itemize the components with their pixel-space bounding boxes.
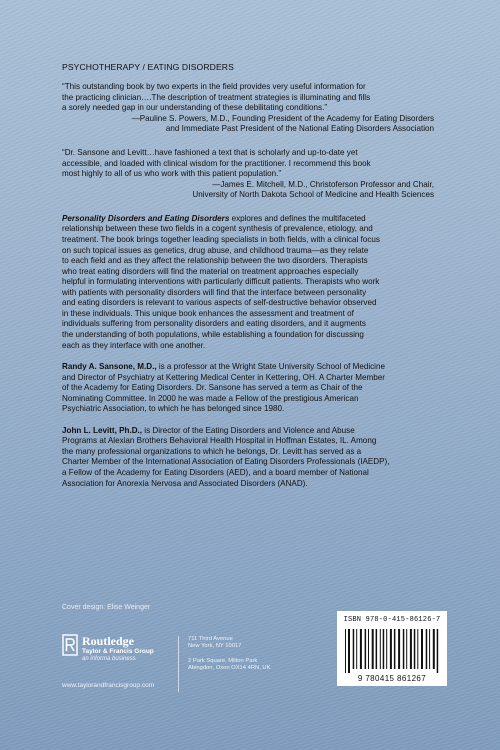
barcode-bar bbox=[426, 629, 428, 669]
description-line: with patients with personality disorders will find that the interface between personality bbox=[62, 287, 367, 297]
quote-attribution: —James E. Mitchell, M.D., Christoferson Professor and Chair, bbox=[212, 179, 434, 189]
address-us bbox=[188, 636, 241, 650]
author-bio-2 bbox=[62, 426, 434, 489]
author-bio-line: of the Academy for Eating Disorders. Dr. Sansone has served a term as Chair of the bbox=[62, 383, 363, 393]
barcode-bar bbox=[406, 629, 407, 669]
quote-line: the practicing clinician….The description of treatment strategies is illuminating and fills bbox=[62, 92, 371, 102]
book-description bbox=[62, 214, 434, 351]
address-line: 2 Park Square, Milton Park bbox=[188, 658, 258, 664]
author-bio-line: is a professor at the Wright State University School of Medicine bbox=[156, 362, 385, 372]
quote-line: “Dr. Sansone and Levitt…have fashioned a text that is scholarly and up-to-date yet bbox=[62, 147, 358, 157]
description-line: each as they interface with one another. bbox=[62, 340, 206, 350]
publisher-group: Taylor & Francis Group bbox=[82, 648, 154, 655]
author-bio-line: a Fellow of the Academy for Eating Disorders (AED), and a board member of National bbox=[62, 467, 369, 477]
description-line: and eating disorders is relevant to various aspects of self-destructive behavior observed bbox=[62, 298, 377, 308]
barcode-bar bbox=[386, 629, 387, 669]
description-line: relationship between these two fields in a cogent synthesis of prevalence, etiology, and bbox=[62, 224, 373, 234]
quote-attribution: University of North Dakota School of Medicine and Health Sciences bbox=[192, 190, 434, 200]
author-bio-line: the many professional organizations to which he belongs, Dr. Levitt has served as a bbox=[62, 446, 362, 456]
author-bio-line: and Director of Psychiatry at Kettering Medical Center in Kettering, OH. A Charter Member bbox=[62, 372, 385, 382]
barcode-bar bbox=[380, 629, 381, 669]
cover-design-credit: Cover design: Elise Weinger bbox=[62, 604, 151, 611]
barcode-bar bbox=[437, 629, 439, 673]
quote-line: most highly to all of us who work with this patient population.” bbox=[62, 169, 282, 179]
quote-line: a sorely needed gap in our understanding of these debilitating conditions.” bbox=[62, 103, 328, 113]
routledge-r-logo-icon bbox=[62, 634, 78, 656]
author-bio-line: Association for Anorexia Nervosa and Associated Disorders (ANAD). bbox=[62, 478, 308, 488]
book-title: Personality Disorders and Eating Disorders bbox=[62, 213, 230, 223]
barcode-bar bbox=[398, 629, 400, 669]
author-bio-line: Charter Member of the International Association of Eating Disorders Professionals (IAEDP), bbox=[62, 457, 390, 467]
barcode-bar bbox=[417, 629, 418, 669]
barcode-bar bbox=[360, 629, 362, 669]
description-line: helpful in formulating interventions with particularly difficult patients. Therapists who work bbox=[62, 277, 380, 287]
barcode-bar bbox=[429, 629, 430, 669]
barcode-bar bbox=[348, 629, 350, 673]
barcode-bar bbox=[372, 629, 374, 669]
barcode-bar bbox=[365, 629, 367, 669]
description-line: who treat eating disorders will find the material on treatment approaches especially bbox=[62, 266, 359, 276]
description-line: on such topical issues as genetics, drug abuse, and childhood trauma—as they relate bbox=[62, 245, 369, 255]
author-bio-line: Programs at Alexian Brothers Behavioral Health Hospital in Hoffman Estates, IL. Among bbox=[62, 436, 377, 446]
quote-line: “This outstanding book by two experts in the field provides very useful information for bbox=[62, 82, 366, 91]
quote-attribution: —Pauline S. Powers, M.D., Founding President of the Academy for Eating Disorders bbox=[131, 113, 434, 123]
barcode-bar bbox=[383, 629, 385, 669]
author-bio-line: is Director of the Eating Disorders and Violence and Abuse bbox=[142, 425, 355, 435]
author-name: Randy A. Sansone, M.D., bbox=[62, 362, 157, 372]
barcode-bar bbox=[356, 629, 357, 669]
barcode-bar bbox=[403, 629, 405, 669]
barcode-bar bbox=[390, 629, 392, 669]
description-line: in these individuals. This unique book enhances the assessment and treatment of bbox=[62, 308, 354, 318]
barcode-bar bbox=[421, 629, 423, 669]
isbn-barcode bbox=[337, 611, 447, 686]
back-cover-text bbox=[62, 62, 434, 500]
barcode-bar bbox=[433, 629, 435, 669]
author-bio-1 bbox=[62, 362, 434, 415]
barcode-bar bbox=[410, 629, 412, 669]
isbn-label: ISBN 978-0-415-86126-7 bbox=[343, 616, 441, 624]
barcode-bar bbox=[414, 629, 416, 669]
description-line: explores and defines the multifaceted bbox=[229, 213, 366, 223]
quote-line: accessible, and loaded with clinical wisdom for the practitioner. I recommend this book bbox=[62, 158, 371, 168]
address-line: New York, NY 10017 bbox=[188, 643, 242, 650]
address-line: 711 Third Avenue bbox=[188, 636, 233, 642]
barcode-bar bbox=[345, 629, 346, 673]
barcode-bar bbox=[353, 629, 355, 669]
description-line: individuals suffering from personality disorders and eating disorders, and it augments bbox=[62, 319, 366, 329]
quote-attribution: and Immediate Past President of the National Eating Disorders Association bbox=[165, 124, 434, 134]
barcode-bars bbox=[343, 629, 441, 673]
author-bio-line: Nominating Committee. In 2000 he was made a Fellow of the prestigious American bbox=[62, 393, 359, 403]
description-line: to each field and as they affect the relationship between the two disorders. Therapists bbox=[62, 256, 368, 266]
barcode-bar bbox=[394, 629, 396, 669]
author-name: John L. Levitt, Ph.D., bbox=[62, 425, 143, 435]
description-line: the understanding of both populations, while establishing a foundation for discussing bbox=[62, 329, 364, 339]
publisher-url: www.taylorandfrancisgroup.com bbox=[62, 682, 155, 689]
address-line: Abingdon, Oxon OX14 4RN, UK bbox=[188, 665, 271, 672]
barcode-bar bbox=[368, 629, 369, 669]
publisher-name: Routledge bbox=[82, 634, 134, 648]
description-line: treatment. The book brings together leading specialists in both fields, with a clinical focus bbox=[62, 235, 380, 245]
publisher-tagline: an informa business bbox=[82, 656, 136, 662]
publisher-block bbox=[62, 634, 312, 696]
address-uk bbox=[188, 658, 271, 672]
author-bio-line: Psychiatric Association, to which he has belonged since 1980. bbox=[62, 404, 285, 414]
publisher-divider bbox=[178, 636, 179, 692]
barcode-bar bbox=[376, 629, 378, 669]
quote-1 bbox=[62, 82, 434, 135]
quote-2 bbox=[62, 148, 434, 201]
category-label: PSYCHOTHERAPY / EATING DISORDERS bbox=[62, 62, 234, 72]
barcode-number: 9 780415 861267 bbox=[357, 674, 427, 683]
